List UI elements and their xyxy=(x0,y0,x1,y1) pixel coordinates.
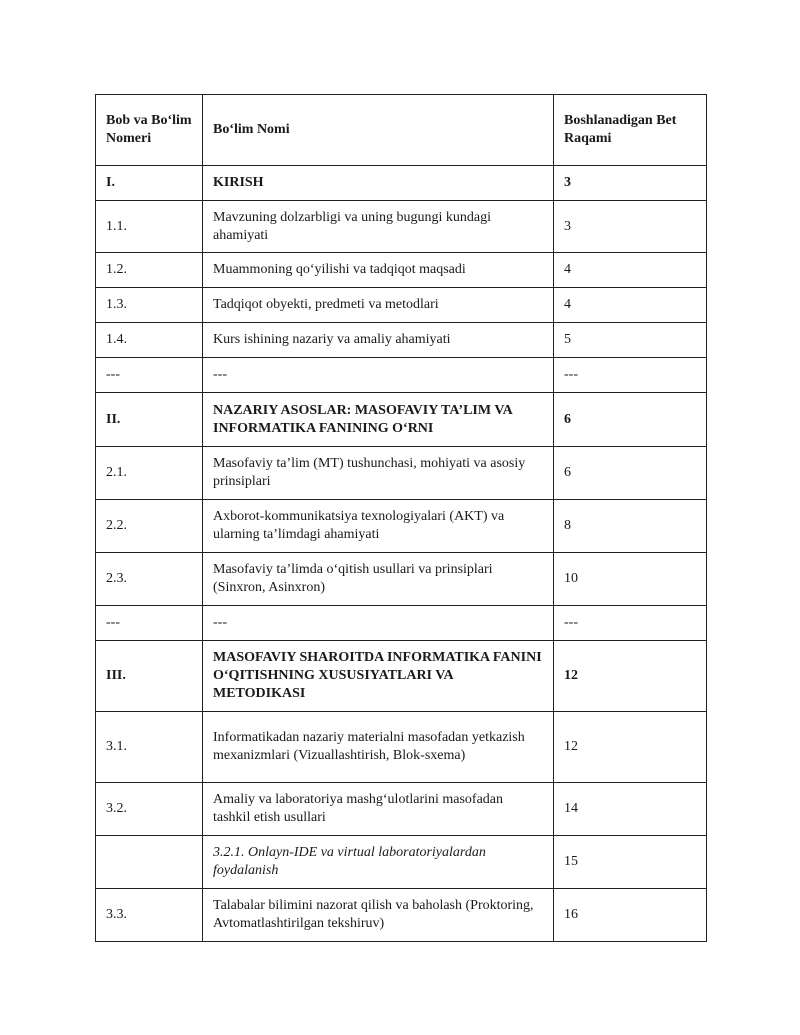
page-number: 14 xyxy=(554,783,707,836)
table-row xyxy=(96,447,707,500)
page-number: 4 xyxy=(554,288,707,323)
header-title: Bo‘lim Nomi xyxy=(203,95,554,166)
section-number: 2.3. xyxy=(96,553,203,606)
section-title: Masofaviy ta’lim (MT) tushunchasi, mohiyati va asosiy prinsiplari xyxy=(203,447,554,500)
page-number: --- xyxy=(554,358,707,393)
section-number: III. xyxy=(96,641,203,712)
table-row xyxy=(96,553,707,606)
table-row xyxy=(96,201,707,253)
section-title: 3.2.1. Onlayn-IDE va virtual laboratoriyalardan foydalanish xyxy=(203,836,554,889)
table-row xyxy=(96,889,707,942)
header-row xyxy=(96,95,707,166)
section-number: --- xyxy=(96,606,203,641)
section-row xyxy=(96,393,707,447)
section-title: --- xyxy=(203,358,554,393)
section-number: 2.1. xyxy=(96,447,203,500)
section-title: Axborot-kommunikatsiya texnologiyalari (AKT) va ularning ta’limdagi ahamiyati xyxy=(203,500,554,553)
section-row xyxy=(96,641,707,712)
page-number: 15 xyxy=(554,836,707,889)
page-number: 6 xyxy=(554,447,707,500)
subsection-row xyxy=(96,836,707,889)
section-title: Masofaviy ta’limda o‘qitish usullari va prinsiplari (Sinxron, Asinxron) xyxy=(203,553,554,606)
section-title: Mavzuning dolzarbligi va uning bugungi kundagi ahamiyati xyxy=(203,201,554,253)
table-of-contents xyxy=(95,94,707,942)
page-number: 8 xyxy=(554,500,707,553)
section-number: 1.1. xyxy=(96,201,203,253)
section-number: 2.2. xyxy=(96,500,203,553)
page-number: 12 xyxy=(554,712,707,783)
section-number: 3.2. xyxy=(96,783,203,836)
section-title: Tadqiqot obyekti, predmeti va metodlari xyxy=(203,288,554,323)
page-number: 3 xyxy=(554,201,707,253)
page-number: 5 xyxy=(554,323,707,358)
section-title: KIRISH xyxy=(203,166,554,201)
page-number: 4 xyxy=(554,253,707,288)
section-title: Muammoning qo‘yilishi va tadqiqot maqsadi xyxy=(203,253,554,288)
section-number: 3.1. xyxy=(96,712,203,783)
table-row xyxy=(96,288,707,323)
header-number: Bob va Bo‘lim Nomeri xyxy=(96,95,203,166)
section-number: 1.4. xyxy=(96,323,203,358)
section-row xyxy=(96,166,707,201)
section-number: II. xyxy=(96,393,203,447)
table-row xyxy=(96,712,707,783)
section-title: Amaliy va laboratoriya mashg‘ulotlarini masofadan tashkil etish usullari xyxy=(203,783,554,836)
section-number xyxy=(96,836,203,889)
section-title: Talabalar bilimini nazorat qilish va baholash (Proktoring, Avtomatlashtirilgan tekshiruv) xyxy=(203,889,554,942)
section-number: 1.3. xyxy=(96,288,203,323)
section-title: MASOFAVIY SHAROITDA INFORMATIKA FANINI O‘QITISHNING XUSUSIYATLARI VA METODIKASI xyxy=(203,641,554,712)
section-number: 1.2. xyxy=(96,253,203,288)
section-number: --- xyxy=(96,358,203,393)
header-page: Boshlanadigan Bet Raqami xyxy=(554,95,707,166)
table-row xyxy=(96,253,707,288)
table-row xyxy=(96,500,707,553)
page-number: 6 xyxy=(554,393,707,447)
toc-body xyxy=(96,166,707,942)
section-title: NAZARIY ASOSLAR: MASOFAVIY TA’LIM VA INFORMATIKA FANINING O‘RNI xyxy=(203,393,554,447)
section-title: Informatikadan nazariy materialni masofadan yetkazish mexanizmlari (Vizuallashtirish, Blok-sxema) xyxy=(203,712,554,783)
separator-row xyxy=(96,606,707,641)
page-number: 12 xyxy=(554,641,707,712)
page-number: 10 xyxy=(554,553,707,606)
table-row xyxy=(96,783,707,836)
table-row xyxy=(96,323,707,358)
page-number: 3 xyxy=(554,166,707,201)
section-title: --- xyxy=(203,606,554,641)
separator-row xyxy=(96,358,707,393)
section-title: Kurs ishining nazariy va amaliy ahamiyati xyxy=(203,323,554,358)
section-number: 3.3. xyxy=(96,889,203,942)
page-number: --- xyxy=(554,606,707,641)
section-number: I. xyxy=(96,166,203,201)
page-number: 16 xyxy=(554,889,707,942)
